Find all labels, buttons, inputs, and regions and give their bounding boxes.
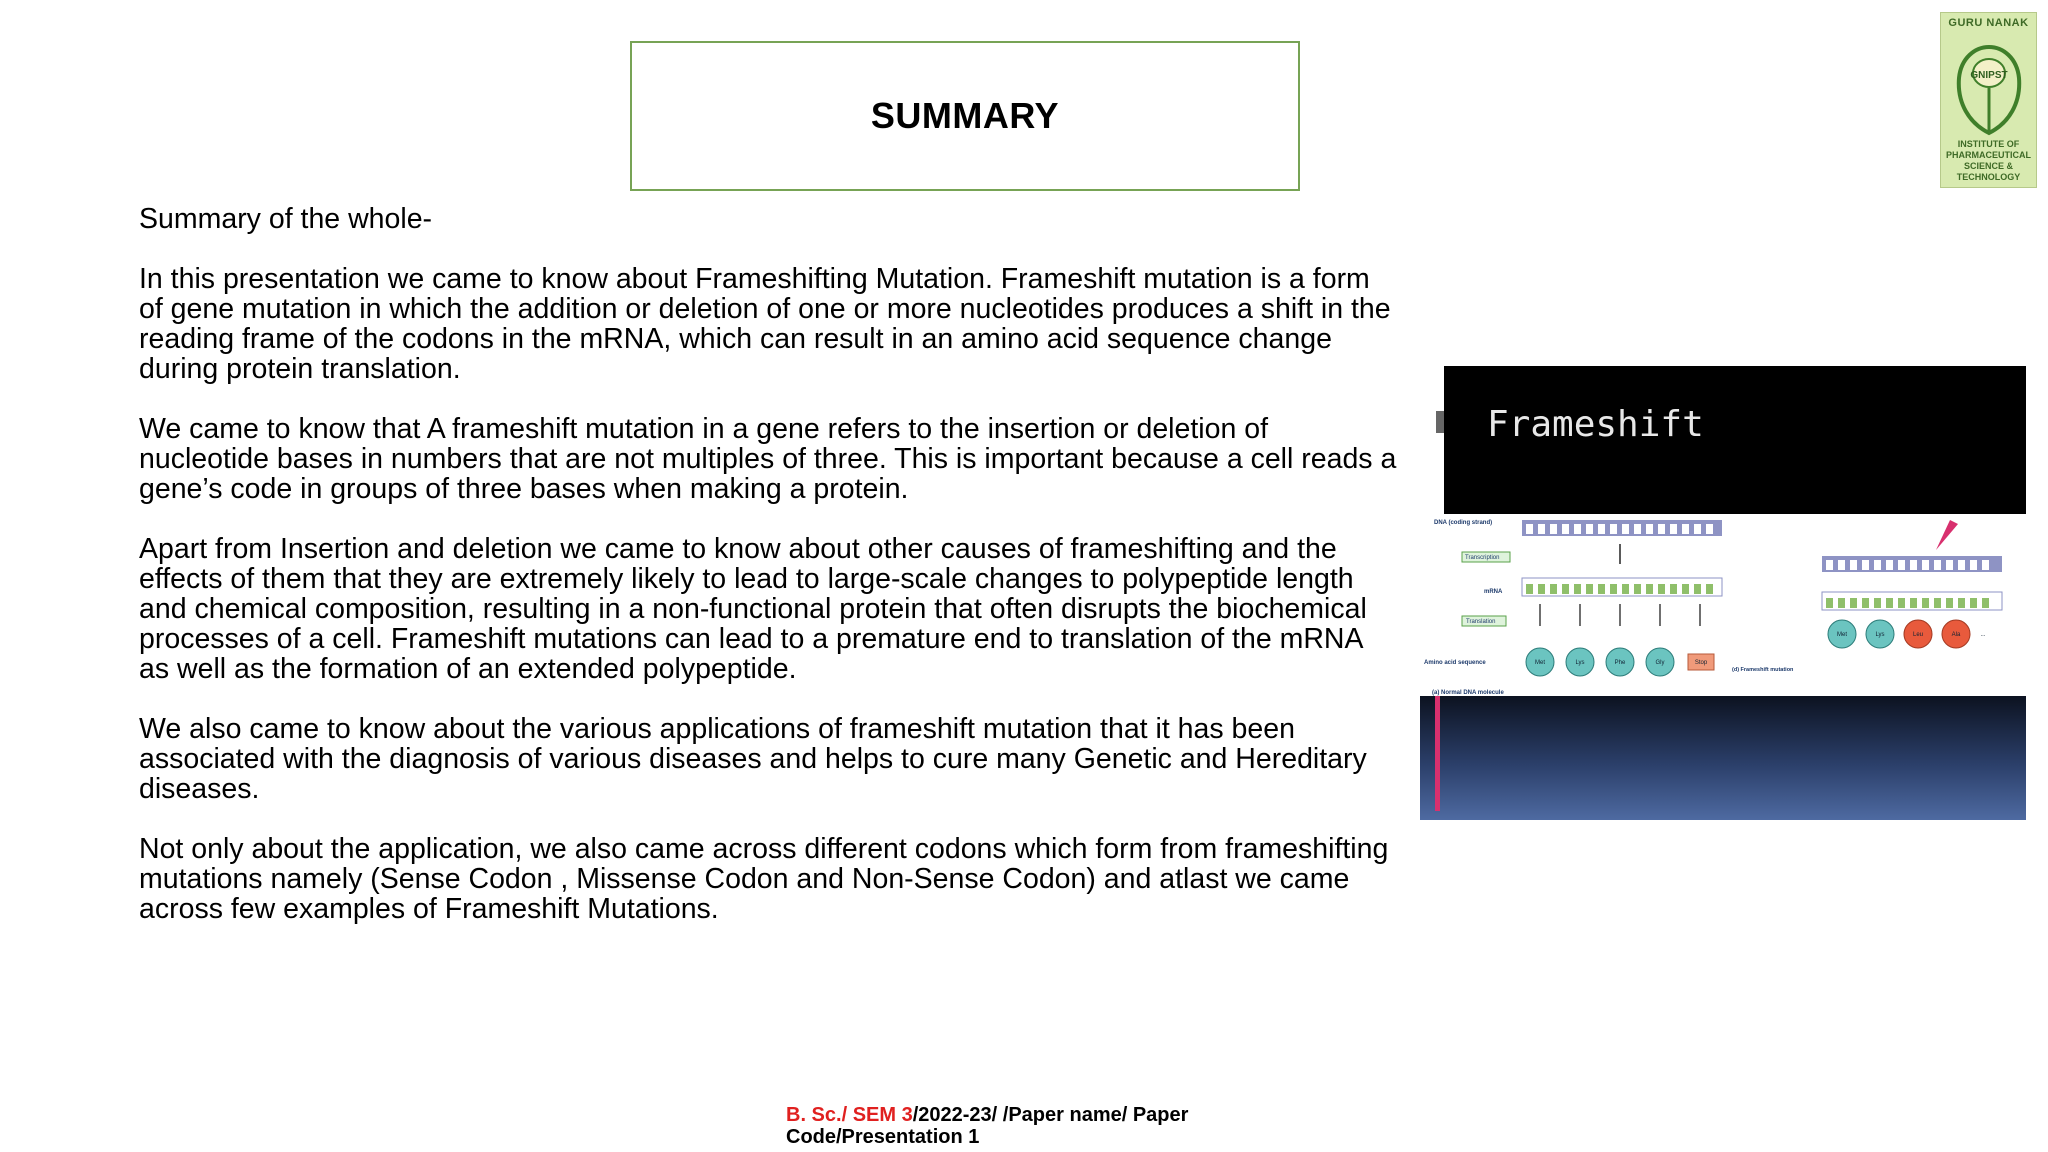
video-accent-bar — [1435, 696, 1440, 811]
right-amino-acids — [1828, 620, 1986, 648]
logo-bottom-text — [1943, 139, 2034, 183]
video-lower-gradient — [1420, 696, 2026, 820]
summary-body — [139, 204, 1399, 954]
mrna-strand-right — [1822, 592, 2002, 610]
aa-label: ... — [1980, 632, 1986, 638]
summary-paragraph: We came to know that A frameshift mutation in a gene refers to the insertion or deletion of nucleotide bases in numbers that are not multiples of three. This is important because a cell reads a gene’s code in groups of three bases when making a protein. — [139, 413, 1397, 505]
dna-strand-right — [1822, 556, 2002, 572]
aa-label: Met — [1836, 632, 1848, 638]
summary-paragraph: Apart from Insertion and deletion we came to know about other causes of frameshifting and the effects of them that they are extremely likely to lead to large-scale changes to polypeptide length and chemical composition, resulting in a non-functional protein that often disrupts the biochemical processes of a cell. Frameshift mutations can lead to a premature end to translation of the mRNA as well as the formation of an extended polypeptide. — [139, 533, 1367, 685]
summary-paragraph: We also came to know about the various applications of frameshift mutation that it has been associated with the diagnosis of various diseases and helps to cure many Genetic and Hereditary diseases. — [139, 713, 1367, 805]
aa-label: Leu — [1912, 632, 1924, 638]
aa-label: Phe — [1614, 660, 1626, 666]
aa-label: Lys — [1575, 660, 1585, 666]
footer-year-paper: /2022-23/ /Paper name/ Paper — [912, 1104, 1189, 1126]
aa-label: Lys — [1875, 632, 1885, 638]
slide-title: SUMMARY — [870, 95, 1060, 136]
institute-logo — [1940, 12, 2037, 188]
label-translation: Translation — [1466, 619, 1496, 625]
title-box — [630, 41, 1300, 191]
left-amino-acids — [1526, 648, 1714, 676]
label-normal: (a) Normal DNA molecule — [1432, 690, 1504, 696]
video-edge-mark — [1436, 411, 1444, 433]
label-mrna: mRNA — [1484, 589, 1503, 595]
summary-paragraph: Not only about the application, we also came across different codons which form from frameshifting mutations namely (Sense Codon , Missense Codon and Non-Sense Codon) and atlast we came across few examples of Frameshift Mutations. — [139, 833, 1389, 925]
footer-course: B. Sc./ SEM 3 — [786, 1104, 913, 1126]
label-mutation: (d) Frameshift mutation — [1732, 667, 1794, 673]
aa-label: Stop — [1694, 660, 1708, 666]
mutation-pen-icon — [1936, 520, 1958, 550]
mrna-strand-left — [1522, 578, 1722, 596]
logo-line: SCIENCE & TECHNOLOGY — [1956, 161, 2021, 182]
footer-code: Code/Presentation 1 — [786, 1126, 980, 1148]
logo-line: INSTITUTE OF — [1957, 139, 2020, 149]
video-title: Frameshift — [1487, 404, 1704, 445]
slide-footer — [786, 1104, 1206, 1148]
frameshift-diagram — [1422, 514, 2022, 696]
summary-paragraph: Summary of the whole- — [139, 203, 433, 235]
aa-label: Ala — [1951, 632, 1961, 638]
logo-line: PHARMACEUTICAL — [1946, 150, 2031, 160]
logo-top-text: GURU NANAK — [1948, 17, 2029, 29]
label-transcription: Transcription — [1465, 555, 1500, 561]
frameshift-video-frame — [1420, 366, 2026, 820]
aa-label: Gly — [1655, 660, 1665, 666]
logo-emblem-icon — [1949, 33, 2029, 143]
label-dna: DNA (coding strand) — [1434, 520, 1493, 526]
dna-strand-left — [1522, 520, 1722, 536]
logo-center-text: GNIPST — [1970, 70, 2008, 81]
aa-label: Met — [1534, 660, 1546, 666]
label-amino: Amino acid sequence — [1424, 660, 1486, 666]
summary-paragraph: In this presentation we came to know about Frameshifting Mutation. Frameshift mutation is a form of gene mutation in which the addition or deletion of one or more nucleotides produces a shift in the reading frame of the codons in the mRNA, which can result in an amino acid sequence change during protein translation. — [139, 263, 1391, 385]
